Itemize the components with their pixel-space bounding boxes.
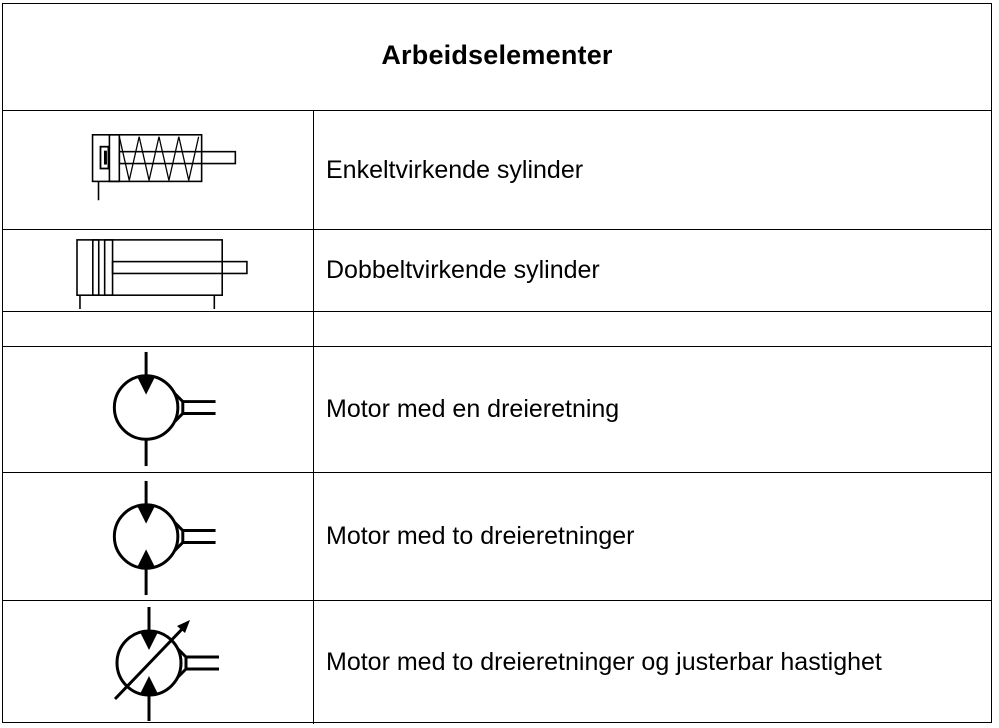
symbol-cell — [3, 111, 314, 229]
double-acting-cylinder-icon — [3, 230, 314, 311]
table-row-motor-adjustable — [3, 601, 991, 724]
label-cell — [314, 473, 991, 600]
table-row-double-acting-cylinder — [3, 230, 991, 312]
label-cell — [314, 347, 991, 472]
row-label: Motor med en dreieretning — [326, 395, 620, 423]
symbol-cell — [3, 312, 314, 346]
row-label: Dobbeltvirkende sylinder — [326, 256, 600, 284]
motor-two-directions-adjustable-icon — [3, 601, 314, 724]
table-title: Arbeidselementer — [381, 39, 613, 70]
label-cell — [314, 601, 991, 724]
table-row-motor-two-directions — [3, 473, 991, 601]
table-row-motor-one-direction — [3, 347, 991, 473]
row-label: Enkeltvirkende sylinder — [326, 155, 584, 184]
table-header — [3, 4, 991, 111]
symbol-cell — [3, 230, 314, 311]
single-acting-cylinder-icon — [3, 111, 314, 229]
label-cell — [314, 312, 991, 346]
table-row-single-acting-cylinder — [3, 111, 991, 230]
motor-two-directions-icon — [3, 473, 314, 600]
symbol-cell — [3, 347, 314, 472]
table-row-empty — [3, 312, 991, 347]
row-label: Motor med to dreieretninger — [326, 522, 635, 550]
label-cell — [314, 230, 991, 311]
row-label: Motor med to dreieretninger og justerbar hastighet — [326, 648, 882, 676]
symbol-cell — [3, 473, 314, 600]
motor-one-direction-icon — [3, 347, 314, 472]
label-cell — [314, 111, 991, 229]
symbol-table — [2, 3, 992, 723]
symbol-cell — [3, 601, 314, 724]
